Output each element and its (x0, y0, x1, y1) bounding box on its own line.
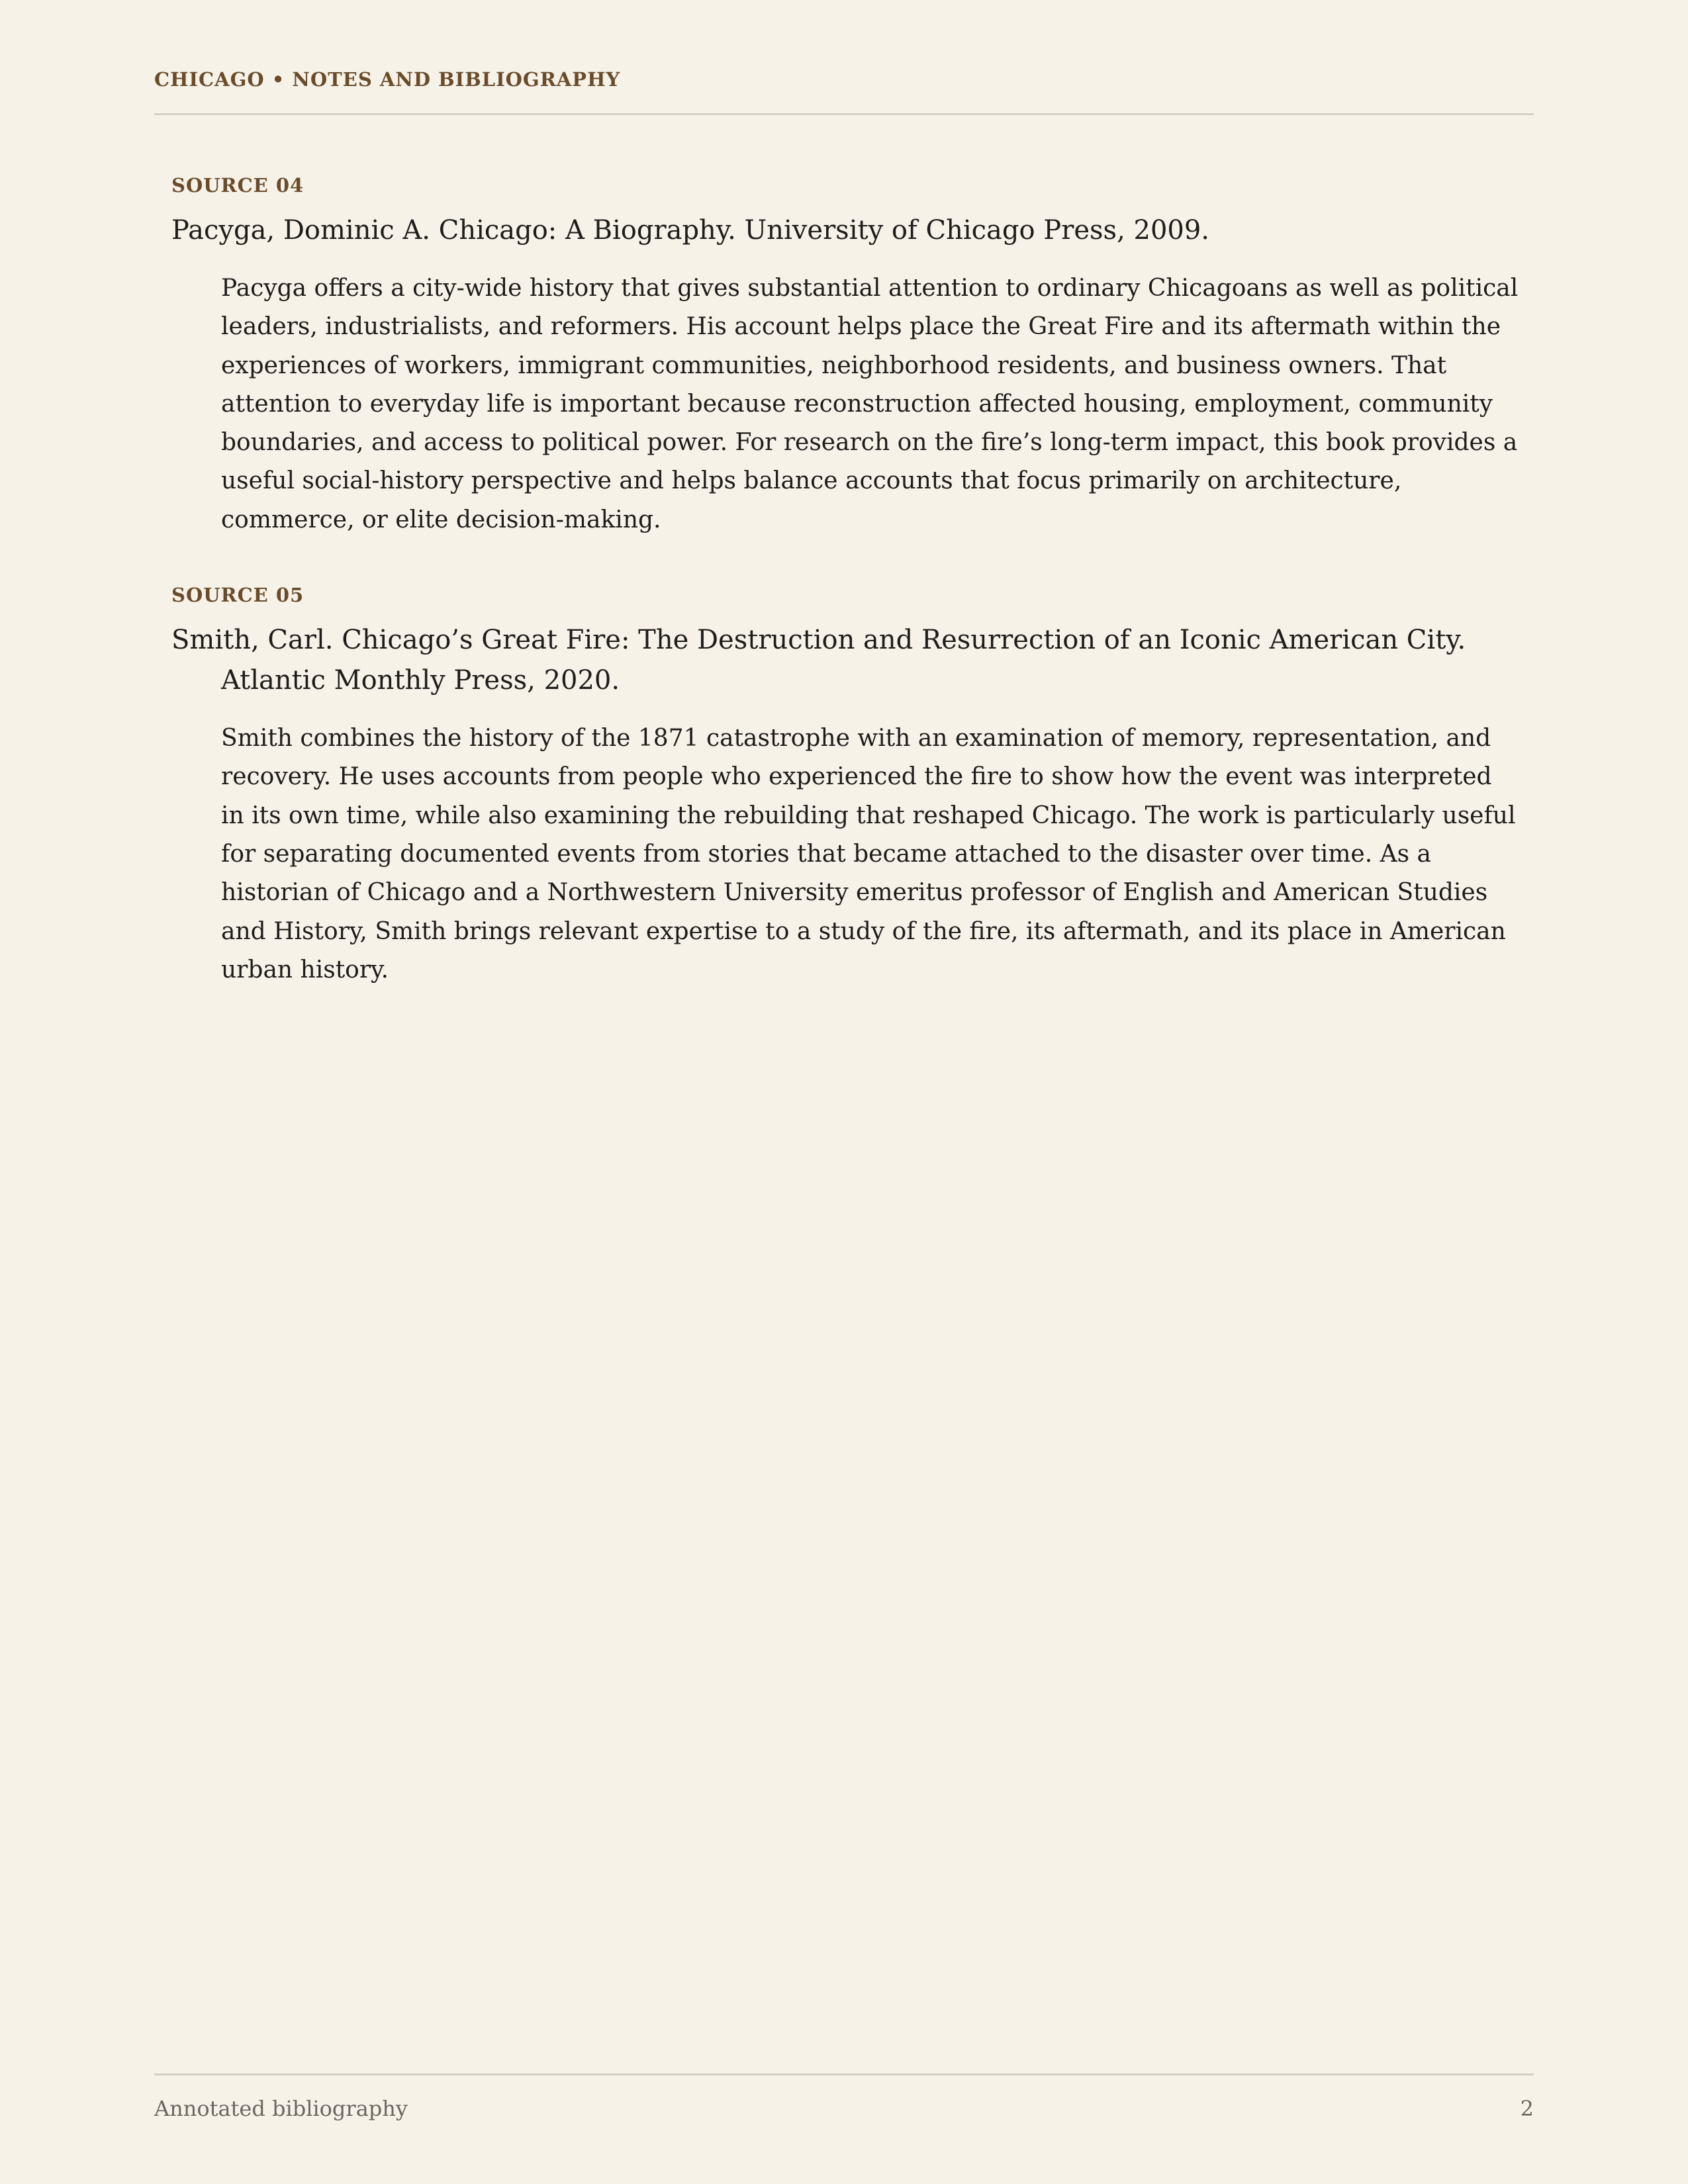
page-header (154, 64, 1534, 115)
page-number: 2 (1520, 2096, 1534, 2121)
source-entry-05 (171, 580, 1522, 989)
running-head: CHICAGO • NOTES AND BIBLIOGRAPHY (154, 68, 621, 91)
source-entry-04 (171, 171, 1522, 539)
bibliography-content (171, 171, 1522, 1030)
citation: Pacyga, Dominic A. Chicago: A Biography. University of Chicago Press, 2009. (171, 215, 1210, 246)
source-label: SOURCE 05 (171, 584, 305, 607)
annotation: Pacyga offers a city-wide history that gives substantial attention to ordinary Chicagoans as well as political leaders, industrialists, and reformers. His account helps place the Great Fire and its aftermath within the experiences of workers, immigrant communities, neighborhood residents, and business owners. That attention to everyday life is important because reconstruction affected housing, employment, community boundaries, and access to political power. For research on the fire’s long-term impact, this book provides a useful social-history perspective and helps balance accounts that focus primarily on architecture, commerce, or elite decision-making. (221, 275, 1519, 533)
annotation: Smith combines the history of the 1871 catastrophe with an examination of memory, representation, and recovery. He uses accounts from people who experienced the fire to show how the event was interpreted in its own time, while also examining the rebuilding that reshaped Chicago. The work is particularly useful for separating documented events from stories that became attached to the disaster over time. As a historian of Chicago and a Northwestern University emeritus professor of English and American Studies and History, Smith brings relevant expertise to a study of the fire, its aftermath, and its place in American urban history. (221, 725, 1516, 983)
citation: Smith, Carl. Chicago’s Great Fire: The Destruction and Resurrection of an Iconic American City. Atlantic Monthly Press, 2020. (171, 625, 1466, 696)
page-footer (154, 2073, 1534, 2120)
footer-label: Annotated bibliography (154, 2096, 408, 2121)
source-label: SOURCE 04 (171, 174, 305, 197)
